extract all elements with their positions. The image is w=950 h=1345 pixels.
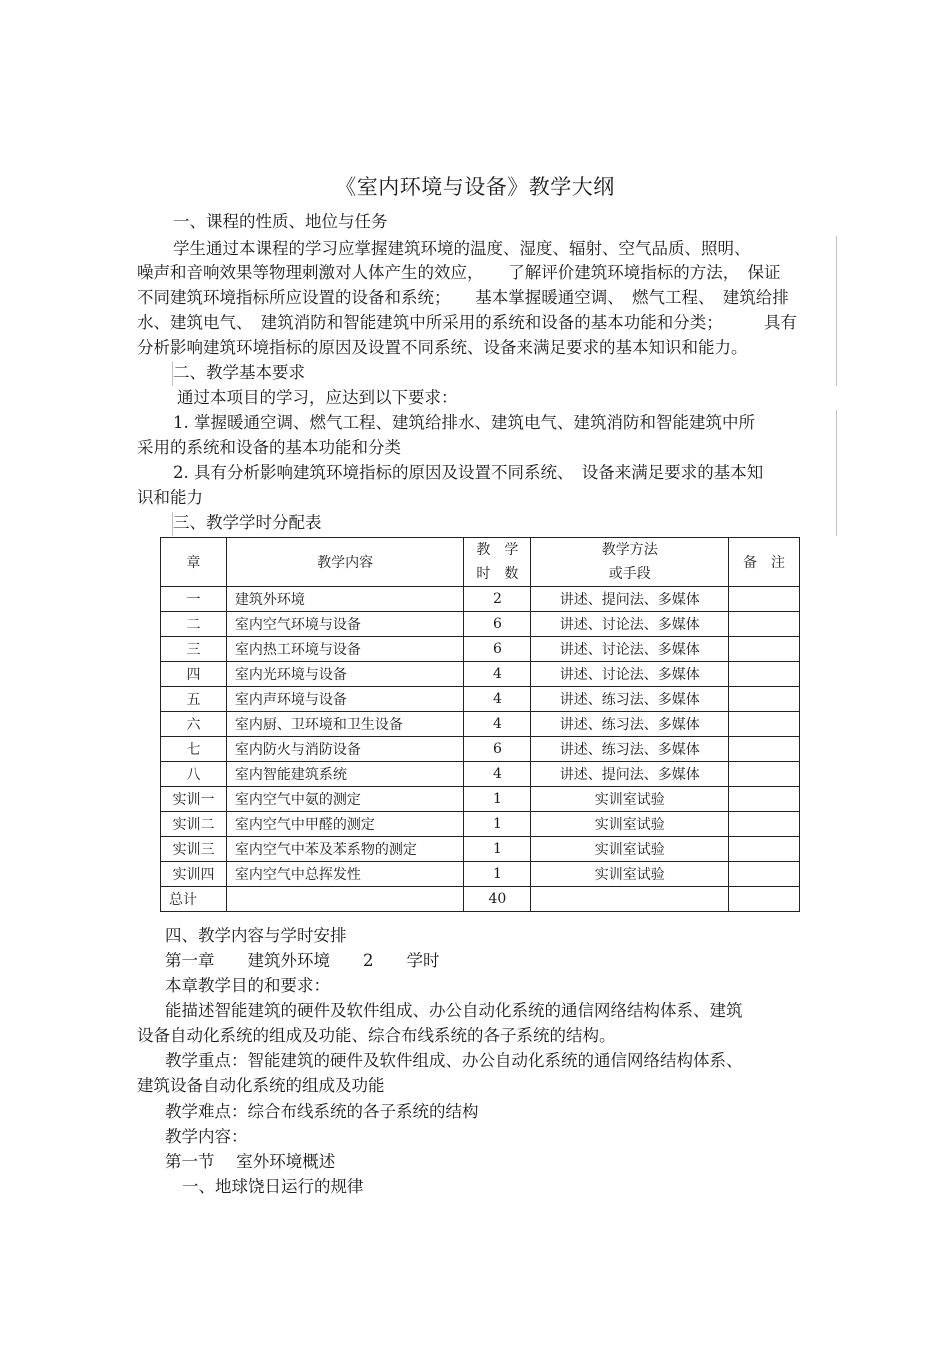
section1-line-4: 水、建筑电气、 建筑消防和智能建筑中所采用的系统和设备的基本功能和分类； 具有 — [137, 313, 797, 332]
table-row — [161, 812, 800, 837]
requirement-2-line-1: 2. 具有分析影响建筑环境指标的原因及设置不同系统、 设备来满足要求的基本知 — [173, 463, 764, 482]
cell-method: 讲述、讨论法、多媒体 — [531, 612, 729, 637]
hours-allocation-table — [160, 537, 800, 912]
cell-method: 讲述、提问法、多媒体 — [531, 587, 729, 612]
goal-line-2: 设备自动化系统的组成及功能、综合布线系统的各子系统的结构。 — [137, 1026, 616, 1045]
header-hours-line-1: 教 学 — [476, 542, 519, 558]
cell-content — [226, 887, 464, 912]
cell-content: 室内空气中总挥发性 — [226, 862, 464, 887]
cell-hours: 4 — [464, 687, 531, 712]
table-header-row — [161, 538, 800, 587]
cell-chapter: 二 — [161, 612, 227, 637]
focus-line-1: 教学重点：智能建筑的硬件及软件组成、办公自动化系统的通信网络结构体系、 — [165, 1051, 743, 1070]
cell-method: 实训室试验 — [531, 787, 729, 812]
document-title: 《室内环境与设备》教学大纲 — [335, 175, 615, 199]
cell-hours: 6 — [464, 737, 531, 762]
cell-chapter: 实训四 — [161, 862, 227, 887]
cell-hours: 1 — [464, 837, 531, 862]
focus-line-2: 建筑设备自动化系统的组成及功能 — [137, 1076, 385, 1095]
cell-note — [729, 687, 800, 712]
header-note: 备 注 — [729, 538, 800, 587]
table-row — [161, 737, 800, 762]
cell-content: 室内空气中苯及苯系物的测定 — [226, 837, 464, 862]
cell-content: 室内防火与消防设备 — [226, 737, 464, 762]
table-row — [161, 837, 800, 862]
cell-note — [729, 612, 800, 637]
requirement-1-line-1: 1. 掌握暖通空调、燃气工程、建筑给排水、建筑电气、建筑消防和智能建筑中所 — [173, 413, 755, 432]
cell-content: 室内智能建筑系统 — [226, 762, 464, 787]
section1-heading: 一、课程的性质、地位与任务 — [173, 212, 388, 231]
cell-content: 室内空气中甲醛的测定 — [226, 812, 464, 837]
cell-method: 讲述、练习法、多媒体 — [531, 712, 729, 737]
cell-hours: 1 — [464, 787, 531, 812]
cell-method — [531, 887, 729, 912]
section2-heading: 二、教学基本要求 — [173, 363, 305, 382]
header-hours — [464, 538, 531, 587]
cell-content: 室内厨、卫环境和卫生设备 — [226, 712, 464, 737]
table-row — [161, 787, 800, 812]
cell-chapter: 实训二 — [161, 812, 227, 837]
cell-hours: 6 — [464, 612, 531, 637]
header-method — [531, 538, 729, 587]
cell-content: 建筑外环境 — [226, 587, 464, 612]
cell-method: 讲述、练习法、多媒体 — [531, 737, 729, 762]
cell-note — [729, 887, 800, 912]
table-row — [161, 662, 800, 687]
section1-line-5: 分析影响建筑环境指标的原因及设置不同系统、设备来满足要求的基本知识和能力。 — [137, 338, 748, 357]
total-label: 总计 — [161, 887, 227, 912]
difficulty-line: 教学难点：综合布线系统的各子系统的结构 — [165, 1102, 479, 1121]
cell-method: 讲述、讨论法、多媒体 — [531, 637, 729, 662]
table-row — [161, 612, 800, 637]
cell-note — [729, 862, 800, 887]
cell-hours: 4 — [464, 712, 531, 737]
cell-note — [729, 837, 800, 862]
section-line: 第一节 室外环境概述 — [165, 1152, 336, 1171]
cell-method: 实训室试验 — [531, 837, 729, 862]
cell-chapter: 四 — [161, 662, 227, 687]
subsection-heading: 一、地球饶日运行的规律 — [182, 1177, 364, 1196]
cell-chapter: 三 — [161, 637, 227, 662]
cell-content: 室内空气中氨的测定 — [226, 787, 464, 812]
cell-note — [729, 787, 800, 812]
header-method-line-2: 或手段 — [608, 566, 651, 582]
cell-content: 室内光环境与设备 — [226, 662, 464, 687]
cell-hours: 4 — [464, 662, 531, 687]
cell-chapter: 实训一 — [161, 787, 227, 812]
cell-hours: 1 — [464, 812, 531, 837]
cell-chapter: 实训三 — [161, 837, 227, 862]
cell-chapter: 五 — [161, 687, 227, 712]
cell-method: 讲述、练习法、多媒体 — [531, 687, 729, 712]
header-chapter: 章 — [161, 538, 227, 587]
table-row — [161, 762, 800, 787]
section1-line-1: 学生通过本课程的学习应掌握建筑环境的温度、湿度、辐射、空气品质、照明、 — [173, 239, 751, 258]
section1-line-3: 不同建筑环境指标所应设置的设备和系统； 基本掌握暖通空调、 燃气工程、 建筑给排 — [137, 288, 789, 307]
goal-label: 本章教学目的和要求： — [165, 976, 330, 995]
cell-method: 实训室试验 — [531, 862, 729, 887]
table-row — [161, 687, 800, 712]
cell-note — [729, 762, 800, 787]
scan-line — [836, 236, 837, 386]
table-row — [161, 637, 800, 662]
cell-hours: 1 — [464, 862, 531, 887]
cell-note — [729, 637, 800, 662]
section4-heading: 四、教学内容与学时安排 — [165, 926, 347, 945]
cell-content: 室内热工环境与设备 — [226, 637, 464, 662]
cell-hours: 4 — [464, 762, 531, 787]
cell-chapter: 六 — [161, 712, 227, 737]
goal-line-1: 能描述智能建筑的硬件及软件组成、办公自动化系统的通信网络结构体系、建筑 — [165, 1001, 743, 1020]
total-hours: 40 — [464, 887, 531, 912]
header-hours-line-2: 时 数 — [476, 566, 519, 582]
cell-chapter: 七 — [161, 737, 227, 762]
table-row — [161, 712, 800, 737]
section2-intro: 通过本项目的学习，应达到以下要求： — [177, 388, 458, 407]
cell-method: 实训室试验 — [531, 812, 729, 837]
cell-note — [729, 737, 800, 762]
cell-chapter: 一 — [161, 587, 227, 612]
cell-method: 讲述、讨论法、多媒体 — [531, 662, 729, 687]
header-method-line-1: 教学方法 — [601, 542, 658, 558]
table-row — [161, 862, 800, 887]
table-total-row — [161, 887, 800, 912]
scan-line — [836, 410, 837, 536]
cell-note — [729, 662, 800, 687]
cell-note — [729, 812, 800, 837]
section1-line-2: 噪声和音响效果等物理刺激对人体产生的效应， 了解评价建筑环境指标的方法， 保证 — [137, 263, 781, 282]
table-row — [161, 587, 800, 612]
section3-heading: 三、教学学时分配表 — [173, 513, 322, 532]
cell-method: 讲述、提问法、多媒体 — [531, 762, 729, 787]
content-label: 教学内容： — [165, 1127, 248, 1146]
cell-note — [729, 587, 800, 612]
requirement-1-line-2: 采用的系统和设备的基本功能和分类 — [137, 438, 401, 457]
cell-content: 室内声环境与设备 — [226, 687, 464, 712]
cell-hours: 6 — [464, 637, 531, 662]
header-content: 教学内容 — [226, 538, 464, 587]
cell-chapter: 八 — [161, 762, 227, 787]
chapter-line: 第一章 建筑外环境 2 学时 — [165, 951, 440, 970]
cell-content: 室内空气环境与设备 — [226, 612, 464, 637]
requirement-2-line-2: 识和能力 — [137, 488, 203, 507]
cell-hours: 2 — [464, 587, 531, 612]
cell-note — [729, 712, 800, 737]
